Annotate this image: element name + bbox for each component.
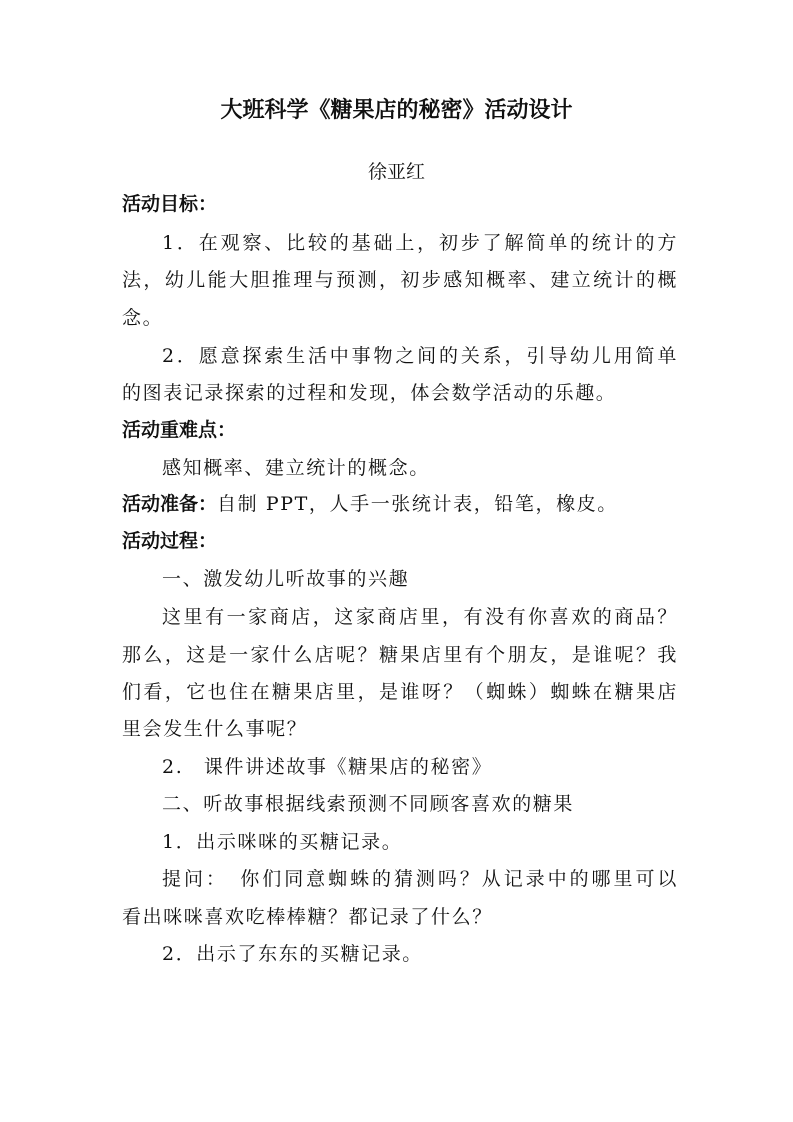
section-1-step-2: 2. 课件讲述故事《糖果店的秘密》 <box>162 756 493 778</box>
goal-1-line-1: 1．在观察、比较的基础上，初步了解简单的统计的方 <box>162 232 678 254</box>
section-1-para-line-1: 这里有一家商店，这家商店里，有没有你喜欢的商品？ <box>162 606 678 628</box>
key-points-heading: 活动重难点： <box>122 419 237 441</box>
section-1-para-line-4: 里会发生什么事呢？ <box>122 718 308 740</box>
goal-2-line-1: 2．愿意探索生活中事物之间的关系，引导幼儿用简单 <box>162 345 678 367</box>
goal-1-line-3: 念。 <box>122 307 164 329</box>
section-2-title: 二、听故事根据线索预测不同顾客喜欢的糖果 <box>162 793 575 815</box>
section-2-step-1: 1．出示咪咪的买糖记录。 <box>162 831 403 853</box>
section-2-step-2: 2．出示了东东的买糖记录。 <box>162 943 423 965</box>
process-heading: 活动过程： <box>122 530 218 552</box>
section-2-question-line-2: 看出咪咪喜欢吃棒棒糖？都记录了什么？ <box>122 906 493 928</box>
document-title: 大班科学《糖果店的秘密》活动设计 <box>220 98 573 123</box>
goals-heading: 活动目标： <box>122 193 218 215</box>
section-1-para-line-2: 那么，这是一家什么店呢？糖果店里有个朋友，是谁呢？我 <box>122 644 678 666</box>
author-name: 徐亚红 <box>367 161 425 183</box>
section-2-question-line-1: 提问： 你们同意蜘蛛的猜测吗？从记录中的哪里可以 <box>162 868 678 890</box>
key-points-text: 感知概率、建立统计的概念。 <box>162 457 430 479</box>
goal-1-line-2: 法，幼儿能大胆推理与预测，初步感知概率、建立统计的概 <box>122 269 678 291</box>
preparation-text: 自制 PPT，人手一张统计表，铅笔，橡皮。 <box>217 493 618 515</box>
section-1-title: 一、激发幼儿听故事的兴趣 <box>162 568 410 590</box>
preparation-line <box>122 490 678 518</box>
preparation-heading: 活动准备： <box>122 493 218 515</box>
goal-2-line-2: 的图表记录探索的过程和发现，体会数学活动的乐趣。 <box>122 382 617 404</box>
section-1-para-line-3: 们看，它也住在糖果店里，是谁呀？（蜘蛛）蜘蛛在糖果店 <box>122 681 678 703</box>
